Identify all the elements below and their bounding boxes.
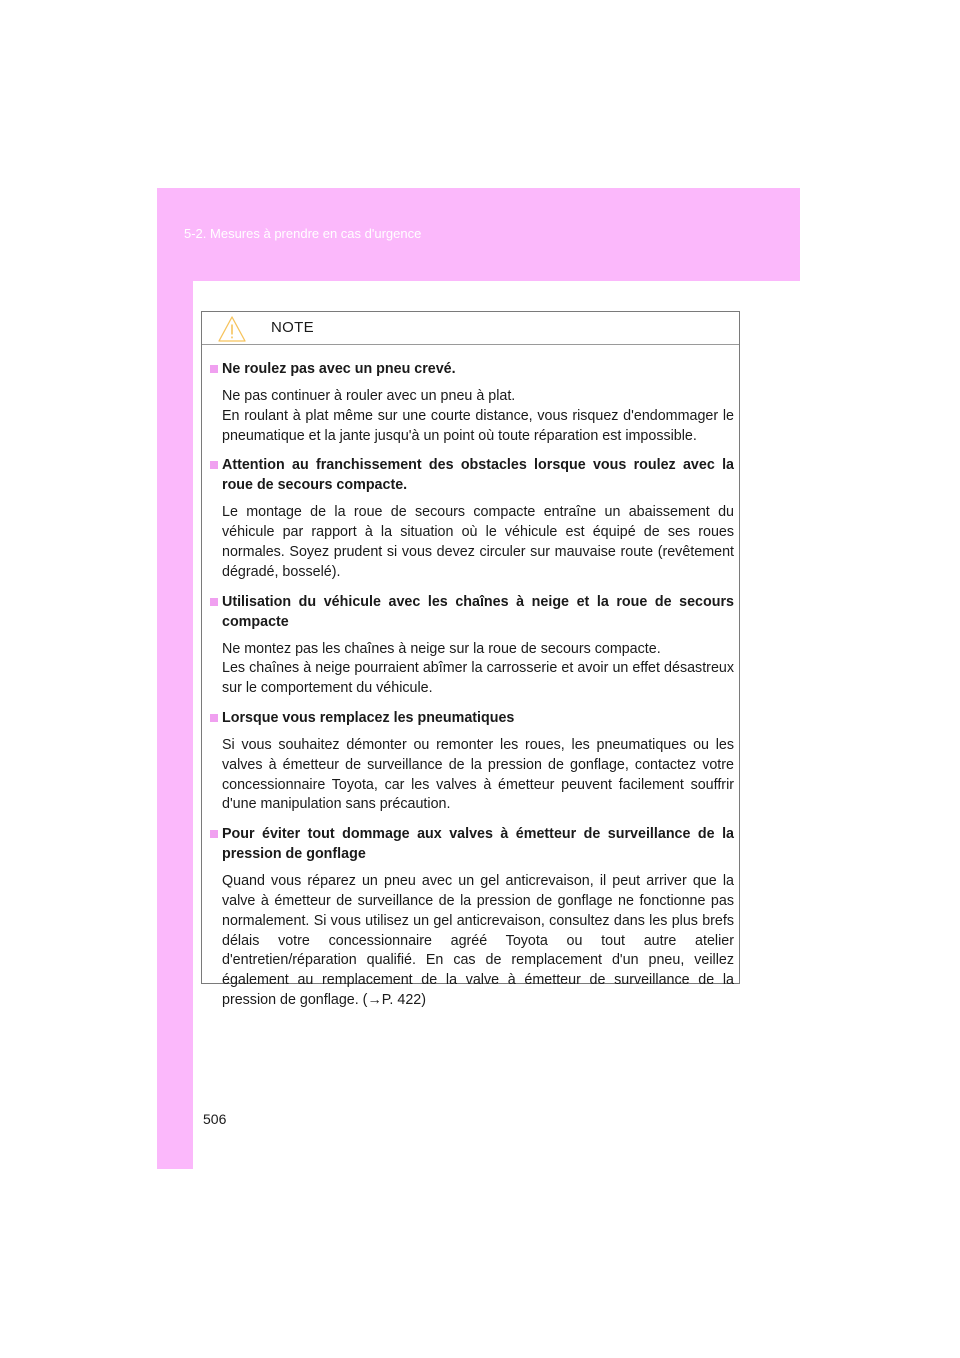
item-title: Pour éviter tout dommage aux valves à émetteur de surveillance de la pression de gonflage [222,826,734,863]
square-bullet-icon [210,714,218,722]
square-bullet-icon [210,365,218,373]
square-bullet-icon [210,598,218,606]
item-paragraph: Le montage de la roue de secours compacte entraîne un abaissement du véhicule par rapport à la situation où le véhicule est équipé de ses roues normales. Soyez prudent si vous devez circuler sur mauvaise route (revêtement dégradé, bosselé). [222,504,734,580]
item-text [222,736,734,815]
item-title: Utilisation du véhicule avec les chaînes à neige et la roue de secours compacte [222,593,734,630]
item-heading [210,359,734,379]
note-header [202,312,739,345]
note-item [210,824,734,1011]
item-title: Attention au franchissement des obstacles lorsque vous roulez avec la roue de secours compacte. [222,457,734,494]
note-item [210,592,734,699]
item-paragraph: Ne pas continuer à rouler avec un pneu à plat. [222,388,516,404]
warning-triangle-icon [217,315,247,343]
item-text [222,872,734,1011]
item-text [222,503,734,582]
note-item [210,708,734,815]
square-bullet-icon [210,830,218,838]
page-number: 506 [203,1111,227,1127]
item-title: Ne roulez pas avec un pneu crevé. [222,361,456,377]
item-heading [210,592,734,632]
item-text [222,387,734,446]
note-item [210,455,734,582]
item-heading [210,824,734,864]
note-title: NOTE [271,319,314,336]
item-heading [210,455,734,495]
item-paragraph: Les chaînes à neige pourraient abîmer la carrosserie et avoir un effet désastreux sur le comportement du véhicule. [222,660,734,697]
item-title: Lorsque vous remplacez les pneumatiques [222,709,515,726]
note-box [201,311,740,1008]
item-text [222,640,734,699]
item-heading [210,708,734,728]
item-paragraph: Si vous souhaitez démonter ou remonter les roues, les pneumatiques ou les valves à émetteur de surveillance de la pression de gonflage, contactez votre concessionnaire Toyota, car les valves à émetteur peuvent facilement souffrir d'une manipulation sans précaution. [222,736,734,813]
side-band [157,281,193,1169]
item-paragraph: Quand vous réparez un pneu avec un gel anticrevaison, il peut arriver que la valve à émetteur de surveillance de la pression de gonflage ne fonctionne pas normalement. Si vous utilisez un gel anticrevaison, consultez dans les plus brefs délais votre concessionnaire agréé Toyota ou tout autre atelier d'entretien/réparation qualifié. En cas de remplacement d'un pneu, veillez également au remplacement de la valve à émetteur de surveillance de la pression de gonflage. (→P. 422) [222,873,734,1008]
item-paragraph: Ne montez pas les chaînes à neige sur la roue de secours compacte. [222,640,661,657]
note-item [210,359,734,446]
note-body [202,345,739,1011]
section-label: 5-2. Mesures à prendre en cas d'urgence [184,226,422,241]
square-bullet-icon [210,461,218,469]
item-paragraph: En roulant à plat même sur une courte distance, vous risquez d'endommager le pneumatique et la jante jusqu'à un point où toute réparation est impossible. [222,407,734,444]
